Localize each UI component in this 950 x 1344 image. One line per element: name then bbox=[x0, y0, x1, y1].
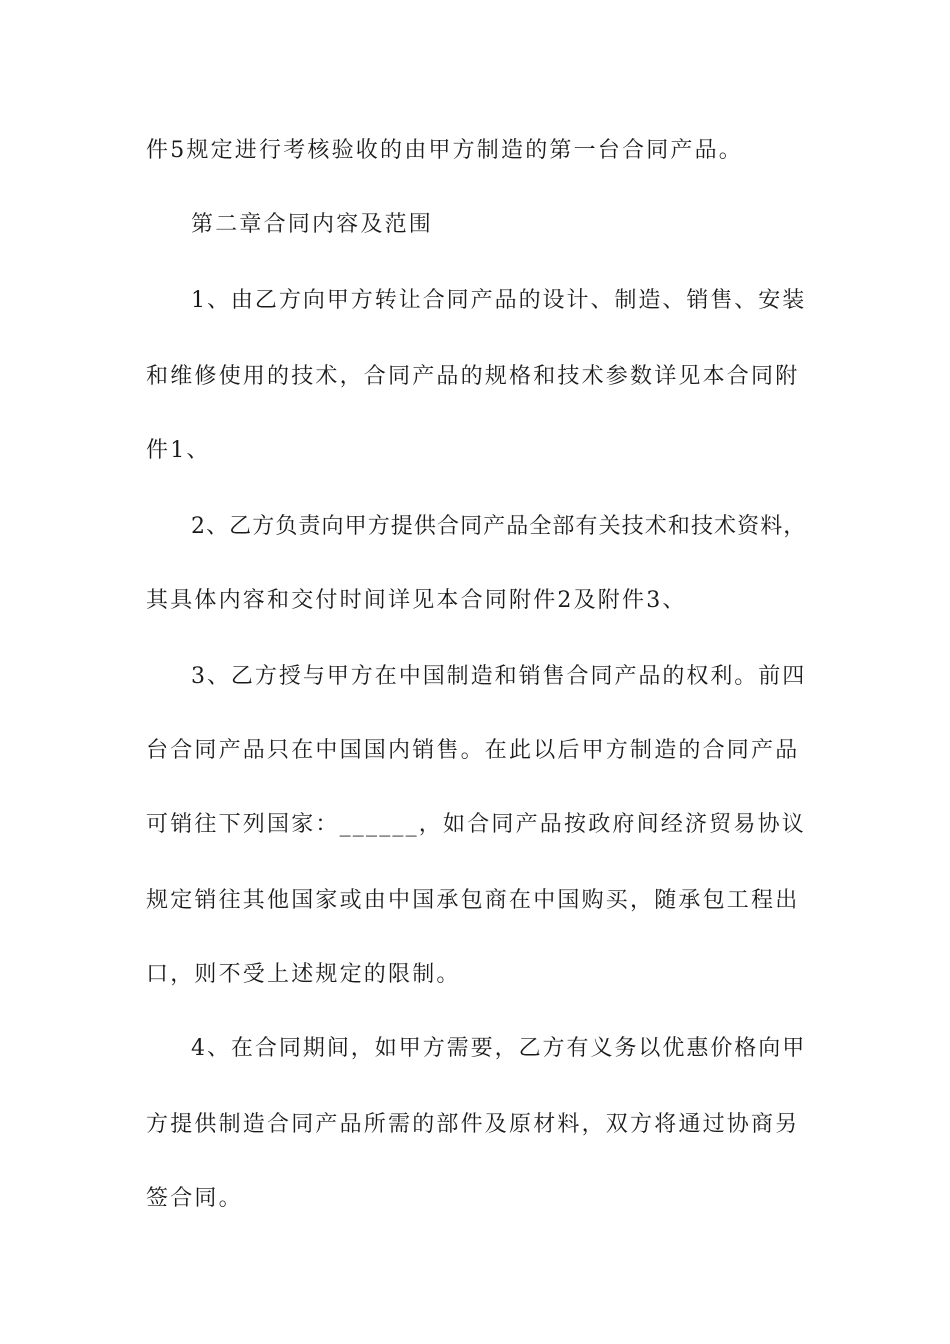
chapter-heading: 第二章合同内容及范围 bbox=[191, 212, 434, 237]
text-line: 可销往下列国家：______，如合同产品按政府间经济贸易协议 bbox=[146, 812, 807, 837]
text-line: 1、由乙方向甲方转让合同产品的设计、制造、销售、安装 bbox=[191, 288, 807, 313]
text-line: 口，则不受上述规定的限制。 bbox=[146, 962, 461, 987]
text-line: 件5规定进行考核验收的由甲方制造的第一台合同产品。 bbox=[146, 138, 743, 163]
text-line: 其具体内容和交付时间详见本合同附件2及附件3、 bbox=[146, 588, 687, 613]
text-line: 签合同。 bbox=[146, 1186, 243, 1211]
text-line: 4、在合同期间，如甲方需要，乙方有义务以优惠价格向甲 bbox=[191, 1036, 807, 1061]
text-line: 和维修使用的技术，合同产品的规格和技术参数详见本合同附 bbox=[146, 364, 800, 389]
text-line: 件1、 bbox=[146, 438, 211, 463]
text-line: 台合同产品只在中国国内销售。在此以后甲方制造的合同产品 bbox=[146, 738, 800, 763]
text-line: 规定销往其他国家或由中国承包商在中国购买，随承包工程出 bbox=[146, 888, 800, 913]
text-line: 2、乙方负责向甲方提供合同产品全部有关技术和技术资料， bbox=[191, 514, 807, 539]
text-line: 3、乙方授与甲方在中国制造和销售合同产品的权利。前四 bbox=[191, 664, 807, 689]
text-line: 方提供制造合同产品所需的部件及原材料，双方将通过协商另 bbox=[146, 1112, 800, 1137]
